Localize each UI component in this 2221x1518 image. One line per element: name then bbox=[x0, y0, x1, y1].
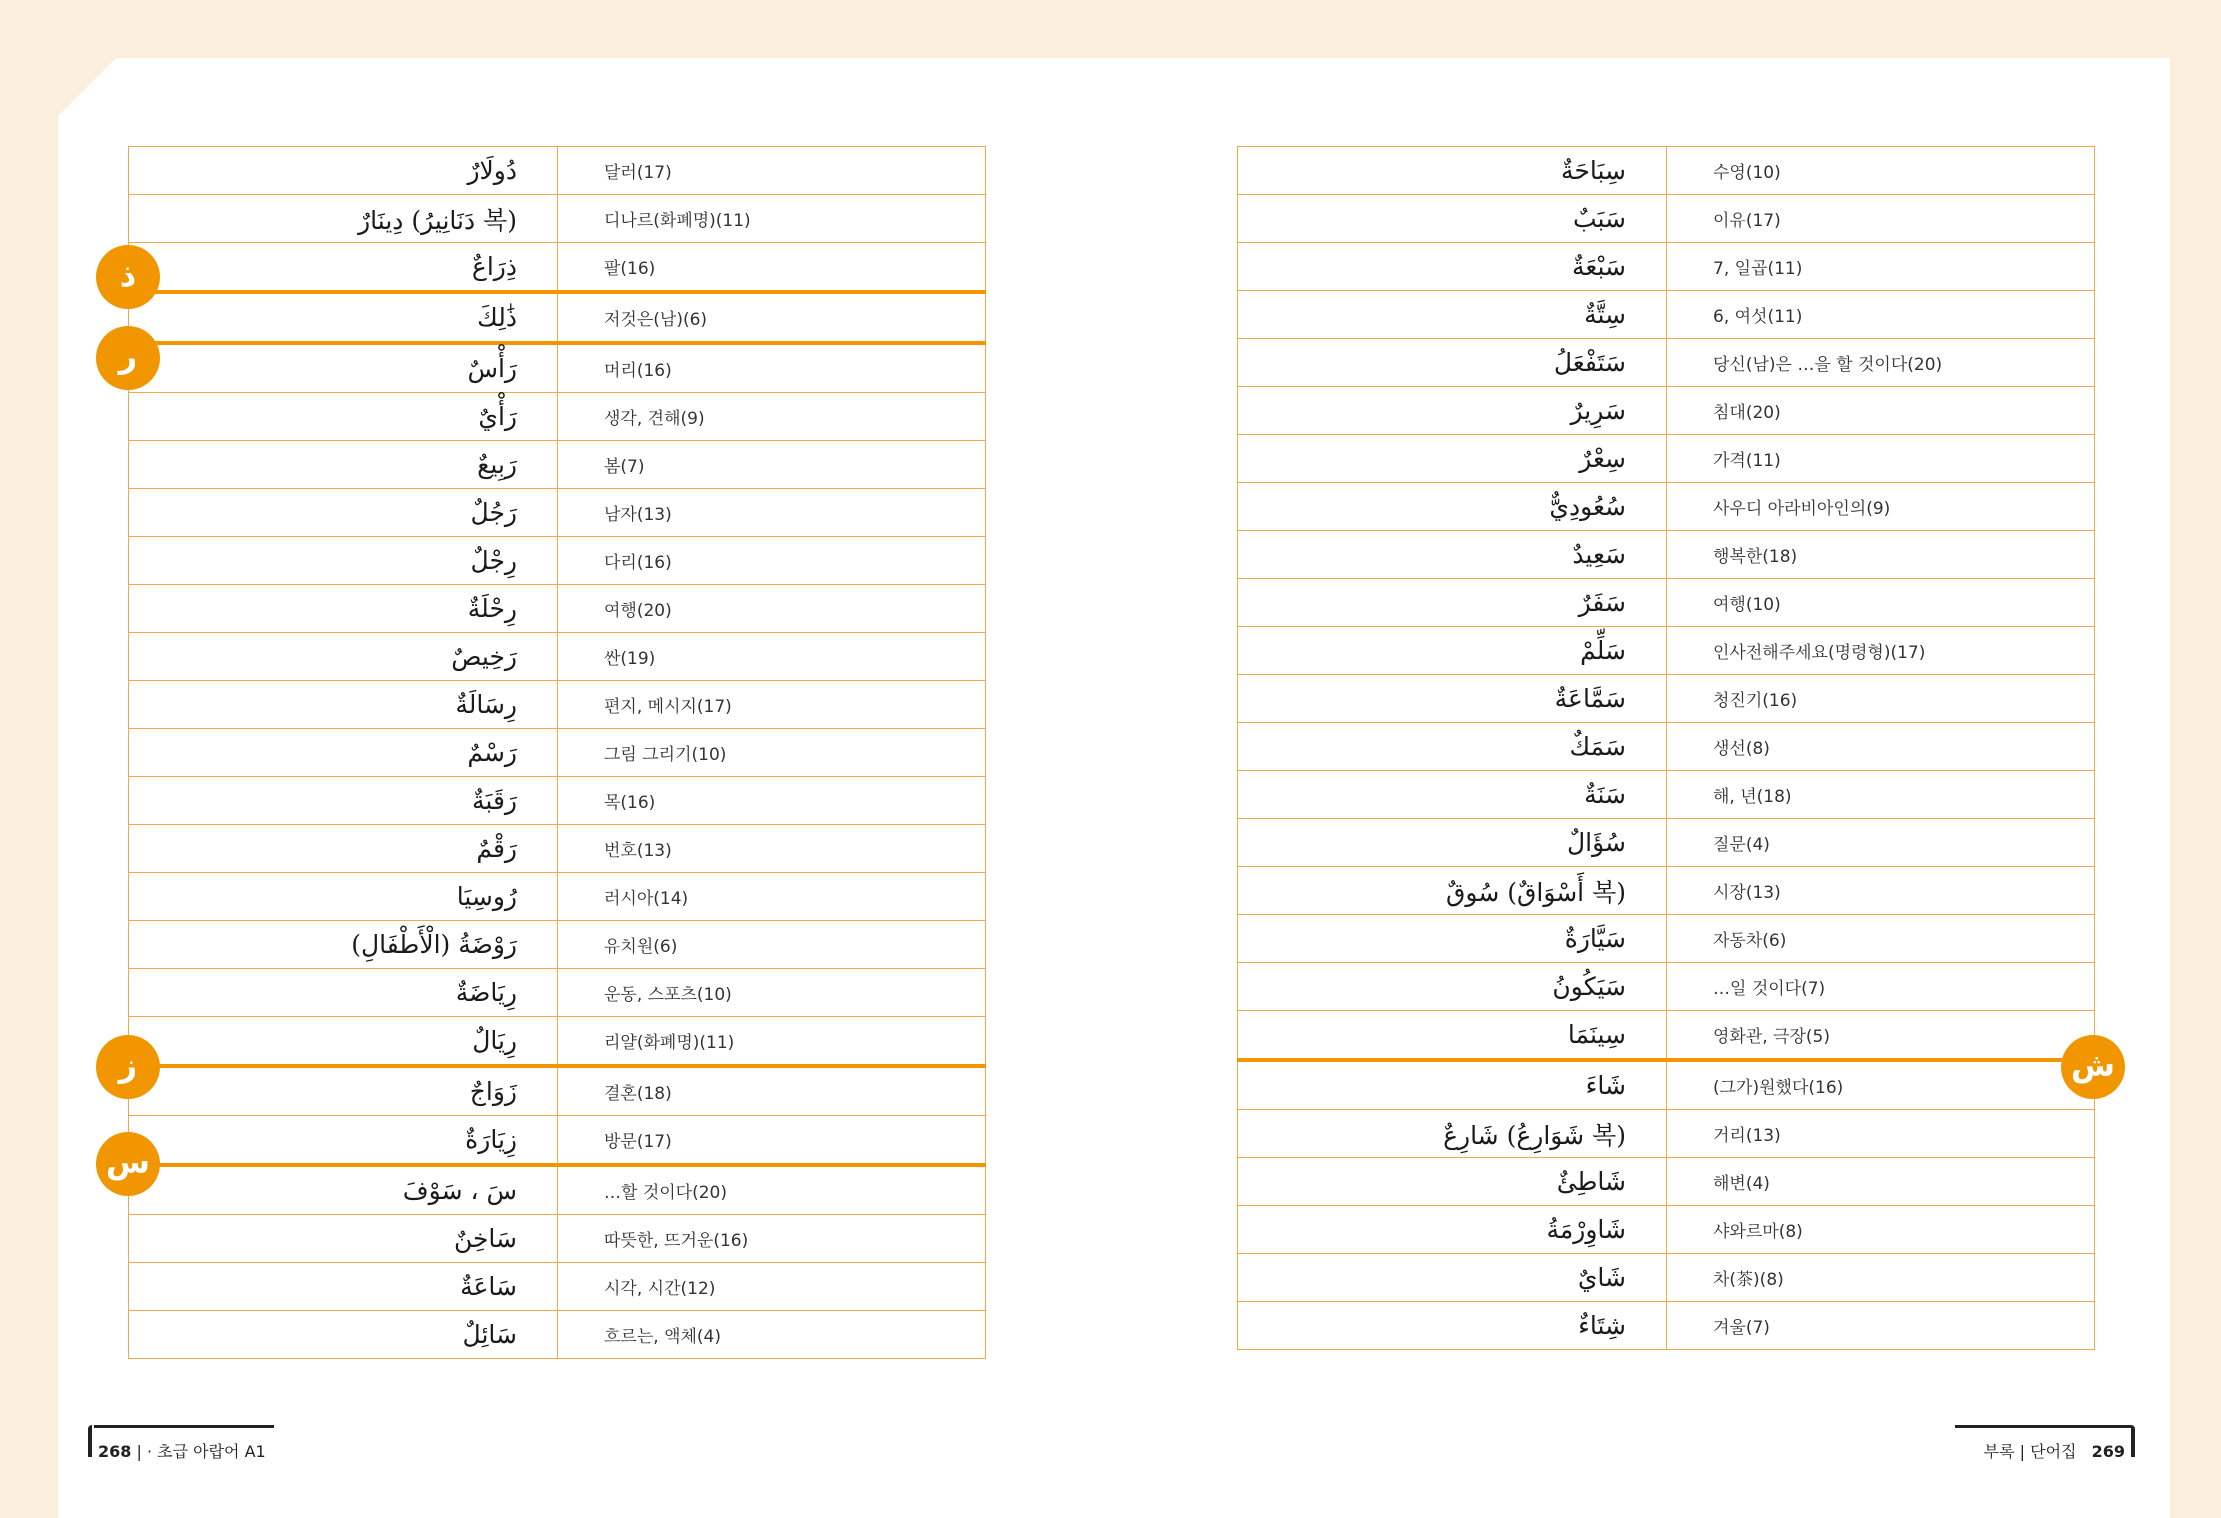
korean-meaning: 저것은(남)(6) bbox=[558, 292, 986, 343]
arabic-word: سِتَّةٌ bbox=[1584, 300, 1626, 329]
vocab-row bbox=[129, 777, 986, 825]
arabic-word: رُوسِيَا bbox=[456, 882, 517, 911]
korean-meaning: 번호(13) bbox=[558, 825, 986, 873]
korean-meaning: 싼(19) bbox=[558, 633, 986, 681]
vocab-row bbox=[1238, 195, 2095, 243]
vocab-table-left bbox=[128, 146, 986, 1359]
vocab-row bbox=[129, 537, 986, 585]
korean-meaning: 그림 그리기(10) bbox=[558, 729, 986, 777]
vocab-row bbox=[129, 393, 986, 441]
arabic-word: سَبْعَةٌ bbox=[1572, 252, 1626, 281]
vocab-row bbox=[129, 489, 986, 537]
vocab-row bbox=[1238, 1158, 2095, 1206]
korean-meaning: 남자(13) bbox=[558, 489, 986, 537]
korean-meaning: 질문(4) bbox=[1667, 819, 2095, 867]
arabic-word: سَنَةٌ bbox=[1584, 780, 1626, 809]
vocab-row bbox=[1238, 963, 2095, 1011]
arabic-word: سَيَّارَةٌ bbox=[1564, 924, 1626, 953]
vocab-row bbox=[1238, 579, 2095, 627]
arabic-word: رِسَالَةٌ bbox=[455, 690, 517, 719]
arabic-word: رَخِيصٌ bbox=[451, 642, 517, 671]
arabic-word: رَوْضَةُ (الْأَطْفَالِ) bbox=[351, 930, 517, 959]
korean-meaning: 수영(10) bbox=[1667, 147, 2095, 195]
section-badge-zay: ز bbox=[96, 1035, 160, 1099]
section-badge-ra: ر bbox=[96, 326, 160, 390]
arabic-word: شَاطِئٌ bbox=[1556, 1167, 1626, 1196]
korean-meaning: 침대(20) bbox=[1667, 387, 2095, 435]
vocab-row bbox=[1238, 387, 2095, 435]
korean-meaning: 해, 년(18) bbox=[1667, 771, 2095, 819]
arabic-word: (복 أَسْوَاقٌ) سُوقٌ bbox=[1446, 877, 1626, 907]
vocab-row bbox=[1238, 723, 2095, 771]
korean-meaning: 팔(16) bbox=[558, 243, 986, 293]
korean-meaning: 달러(17) bbox=[558, 147, 986, 195]
korean-meaning: 자동차(6) bbox=[1667, 915, 2095, 963]
korean-meaning: 따뜻한, 뜨거운(16) bbox=[558, 1215, 986, 1263]
arabic-word: شِتَاءٌ bbox=[1578, 1311, 1626, 1340]
korean-meaning: …할 것이다(20) bbox=[558, 1165, 986, 1215]
section-badge-shin: ش bbox=[2061, 1035, 2125, 1099]
korean-meaning: 러시아(14) bbox=[558, 873, 986, 921]
vocab-row bbox=[1238, 291, 2095, 339]
vocab-row bbox=[1238, 675, 2095, 723]
korean-meaning: 당신(남)은 …을 할 것이다(20) bbox=[1667, 339, 2095, 387]
section-badge-dhal: ذ bbox=[96, 245, 160, 309]
arabic-word: سِبَاحَةٌ bbox=[1561, 156, 1626, 185]
korean-meaning: 편지, 메시지(17) bbox=[558, 681, 986, 729]
vocab-row bbox=[1238, 1206, 2095, 1254]
vocab-row bbox=[1238, 1110, 2095, 1158]
korean-meaning: 시각, 시간(12) bbox=[558, 1263, 986, 1311]
korean-meaning: 방문(17) bbox=[558, 1116, 986, 1166]
vocab-row bbox=[129, 1017, 986, 1067]
vocab-table-right bbox=[1237, 146, 2095, 1350]
arabic-word: سَ ، سَوْفَ bbox=[402, 1176, 517, 1205]
arabic-word: سَمَّاعَةٌ bbox=[1554, 684, 1626, 713]
arabic-word: سُعُودِيٌّ bbox=[1549, 492, 1626, 521]
arabic-word: سَائِلٌ bbox=[462, 1320, 517, 1349]
arabic-word: سَبَبٌ bbox=[1572, 204, 1626, 233]
vocab-row bbox=[129, 1263, 986, 1311]
vocab-row bbox=[129, 825, 986, 873]
arabic-word: رَجُلٌ bbox=[470, 498, 517, 527]
vocab-row bbox=[129, 1311, 986, 1359]
korean-meaning: 유치원(6) bbox=[558, 921, 986, 969]
arabic-word: رَقَبَةٌ bbox=[472, 786, 517, 815]
arabic-word: شَايٌ bbox=[1577, 1263, 1626, 1292]
korean-meaning: 여행(20) bbox=[558, 585, 986, 633]
korean-meaning: 리얄(화폐명)(11) bbox=[558, 1017, 986, 1067]
korean-meaning: 인사전해주세요(명령형)(17) bbox=[1667, 627, 2095, 675]
vocab-row bbox=[129, 969, 986, 1017]
korean-meaning: 사우디 아라비아인의(9) bbox=[1667, 483, 2095, 531]
arabic-word: (복 دَنَانِيرُ) دِينَارٌ bbox=[358, 205, 517, 235]
vocab-row bbox=[129, 1116, 986, 1166]
vocab-row bbox=[129, 873, 986, 921]
korean-meaning: 6, 여섯(11) bbox=[1667, 291, 2095, 339]
arabic-word: سَعِيدٌ bbox=[1572, 540, 1626, 569]
vocab-row bbox=[129, 243, 986, 293]
korean-meaning: 겨울(7) bbox=[1667, 1302, 2095, 1350]
arabic-word: رَسْمٌ bbox=[467, 738, 517, 767]
arabic-word: سَيَكُونُ bbox=[1552, 972, 1626, 1001]
arabic-word: سُؤَالٌ bbox=[1567, 828, 1626, 857]
korean-meaning: 가격(11) bbox=[1667, 435, 2095, 483]
korean-meaning: 샤와르마(8) bbox=[1667, 1206, 2095, 1254]
vocab-row bbox=[129, 195, 986, 243]
arabic-word: رِحْلَةٌ bbox=[467, 594, 517, 623]
korean-meaning: 거리(13) bbox=[1667, 1110, 2095, 1158]
korean-meaning: 목(16) bbox=[558, 777, 986, 825]
arabic-word: رَأْسٌ bbox=[467, 354, 517, 383]
vocab-row bbox=[129, 729, 986, 777]
vocab-row bbox=[129, 681, 986, 729]
vocab-row bbox=[129, 1215, 986, 1263]
korean-meaning: 생각, 견해(9) bbox=[558, 393, 986, 441]
korean-meaning: 영화관, 극장(5) bbox=[1667, 1011, 2095, 1061]
korean-meaning: 7, 일곱(11) bbox=[1667, 243, 2095, 291]
arabic-word: زَوَاجٌ bbox=[469, 1077, 517, 1106]
arabic-word: سَاخِنٌ bbox=[453, 1224, 517, 1253]
arabic-word: رَقْمٌ bbox=[476, 834, 517, 863]
vocab-row bbox=[129, 633, 986, 681]
arabic-word: سَلِّمْ bbox=[1580, 636, 1626, 665]
arabic-word: سَرِيرٌ bbox=[1570, 396, 1626, 425]
arabic-word: رَأْيٌ bbox=[478, 402, 517, 431]
arabic-word: سِينَمَا bbox=[1567, 1020, 1626, 1049]
arabic-word: ذِرَاعٌ bbox=[471, 252, 517, 281]
vocab-row bbox=[1238, 867, 2095, 915]
footer-left-title: | · 초급 아랍어 A1 bbox=[136, 1442, 266, 1461]
vocab-row bbox=[1238, 771, 2095, 819]
korean-meaning: 머리(16) bbox=[558, 343, 986, 393]
vocab-row bbox=[1238, 627, 2095, 675]
arabic-word: ذَٰلِكَ bbox=[477, 303, 517, 332]
arabic-word: رِجْلٌ bbox=[470, 546, 517, 575]
arabic-word: رِيَاضَةٌ bbox=[455, 978, 517, 1007]
vocab-row bbox=[1238, 1254, 2095, 1302]
korean-meaning: (그가)원했다(16) bbox=[1667, 1060, 2095, 1110]
arabic-word: سِعْرٌ bbox=[1579, 444, 1626, 473]
korean-meaning: 차(茶)(8) bbox=[1667, 1254, 2095, 1302]
vocab-row bbox=[1238, 531, 2095, 579]
page-number-left: 268 bbox=[98, 1442, 132, 1461]
vocab-row bbox=[129, 1066, 986, 1116]
korean-meaning: …일 것이다(7) bbox=[1667, 963, 2095, 1011]
vocab-row bbox=[1238, 915, 2095, 963]
vocab-row bbox=[1238, 1011, 2095, 1061]
arabic-word: رَبِيعٌ bbox=[477, 450, 517, 479]
vocab-row bbox=[1238, 483, 2095, 531]
korean-meaning: 결혼(18) bbox=[558, 1066, 986, 1116]
arabic-word: شَاوِرْمَةُ bbox=[1546, 1215, 1626, 1244]
korean-meaning: 다리(16) bbox=[558, 537, 986, 585]
vocab-row bbox=[129, 441, 986, 489]
vocab-row bbox=[1238, 243, 2095, 291]
vocab-row bbox=[129, 292, 986, 343]
footer-right bbox=[1955, 1425, 2135, 1459]
vocab-row bbox=[1238, 435, 2095, 483]
footer-left bbox=[88, 1425, 288, 1459]
korean-meaning: 행복한(18) bbox=[1667, 531, 2095, 579]
korean-meaning: 생선(8) bbox=[1667, 723, 2095, 771]
vocab-row bbox=[129, 147, 986, 195]
section-badge-sin: س bbox=[96, 1132, 160, 1196]
korean-meaning: 운동, 스포츠(10) bbox=[558, 969, 986, 1017]
page-number-right: 269 bbox=[2091, 1442, 2125, 1461]
arabic-word: سَفَرٌ bbox=[1578, 588, 1626, 617]
arabic-word: (복 شَوَارِعُ) شَارِعٌ bbox=[1443, 1120, 1626, 1150]
vocab-row bbox=[1238, 339, 2095, 387]
vocab-row bbox=[1238, 1060, 2095, 1110]
arabic-word: شَاءَ bbox=[1585, 1071, 1626, 1100]
korean-meaning: 디나르(화폐명)(11) bbox=[558, 195, 986, 243]
arabic-word: دُولَارٌ bbox=[467, 156, 517, 185]
korean-meaning: 시장(13) bbox=[1667, 867, 2095, 915]
arabic-word: زِيَارَةٌ bbox=[465, 1125, 517, 1154]
korean-meaning: 봄(7) bbox=[558, 441, 986, 489]
korean-meaning: 이유(17) bbox=[1667, 195, 2095, 243]
arabic-word: سَتَفْعَلُ bbox=[1553, 348, 1626, 377]
korean-meaning: 흐르는, 액체(4) bbox=[558, 1311, 986, 1359]
vocab-row bbox=[1238, 1302, 2095, 1350]
korean-meaning: 청진기(16) bbox=[1667, 675, 2095, 723]
korean-meaning: 해변(4) bbox=[1667, 1158, 2095, 1206]
vocab-row bbox=[129, 921, 986, 969]
arabic-word: سَمَكٌ bbox=[1569, 732, 1626, 761]
vocab-row bbox=[129, 585, 986, 633]
arabic-word: سَاعَةٌ bbox=[460, 1272, 517, 1301]
vocab-row bbox=[1238, 147, 2095, 195]
vocab-row bbox=[129, 1165, 986, 1215]
vocab-row bbox=[1238, 819, 2095, 867]
korean-meaning: 여행(10) bbox=[1667, 579, 2095, 627]
arabic-word: رِيَالٌ bbox=[472, 1026, 517, 1055]
footer-right-title: 부록 | 단어집 bbox=[1983, 1442, 2077, 1461]
vocab-row bbox=[129, 343, 986, 393]
